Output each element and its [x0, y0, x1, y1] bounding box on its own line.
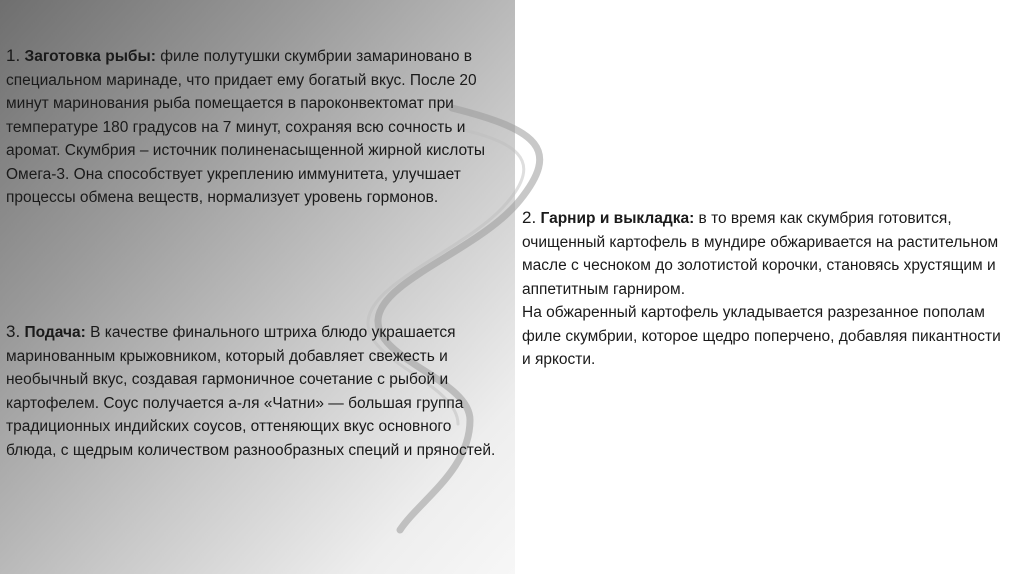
section-serving	[6, 320, 506, 462]
section-text: в то время как скумбрия готовится, очищенный картофель в мундире обжаривается на растительном масле с чесноком до золотистой корочки, становясь хрустящим и аппетитным гарниром.	[522, 210, 999, 298]
section-number: 3.	[6, 322, 21, 341]
section-heading: Заготовка рыбы:	[24, 48, 156, 65]
section-number: 1.	[6, 46, 21, 65]
section-garnish-plating	[522, 206, 1012, 372]
section-text: филе полутушки скумбрии замариновано в специальном маринаде, что придает ему богатый вкус. После 20 минут маринования рыба помещается в пароконвектомат при температуре 180 градусов на 7 минут, сохраняя всю сочность и аромат. Скумбрия – источник полиненасыщенной жирной кислоты Омега-3. Она способствует укреплению иммунитета, улучшает процессы обмена веществ, нормализует уровень гормонов.	[6, 48, 486, 206]
section-text-continued: На обжаренный картофель укладывается разрезанное пополам филе скумбрии, которое щедро поперчено, добавляя пикантности и яркости.	[522, 304, 1001, 368]
section-heading: Подача:	[24, 324, 86, 341]
section-heading: Гарнир и выкладка:	[540, 210, 695, 227]
section-fish-preparation	[6, 44, 506, 210]
section-text: В качестве финального штриха блюдо украшается маринованным крыжовником, который добавляет свежесть и необычный вкус, создавая гармоничное сочетание с рыбой и картофелем. Соус получается а-ля «Чатни» — большая группа традиционных индийских соусов, оттеняющих вкус основного блюда, с щедрым количеством разнообразных специй и пряностей.	[6, 324, 496, 459]
section-number: 2.	[522, 208, 537, 227]
